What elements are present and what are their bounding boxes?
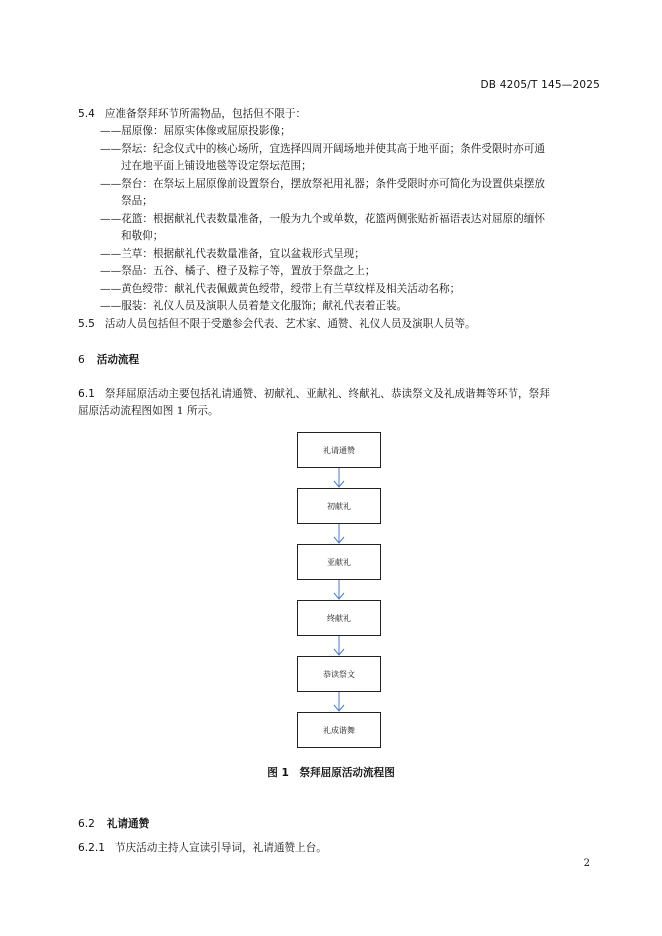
flow-step-closing-dance: 礼成谐舞 (297, 712, 381, 748)
flow-arrow-5 (334, 692, 344, 711)
flow-step-first-offering: 初献礼 (297, 488, 381, 524)
clause-5-4-intro (78, 106, 306, 123)
document-code: DB 4205/T 145—2025 (480, 79, 600, 91)
list-item-sash: ——黄色绶带：献礼代表佩戴黄色绶带，绶带上有兰草纹样及相关活动名称； (100, 283, 461, 295)
list-item-table-line2: 祭品； (121, 195, 153, 207)
figure-caption: 图 1 祭拜屈原活动流程图 (267, 767, 395, 779)
list-item-costume: ——服装：礼仪人员及演职人员着楚文化服饰；献礼代表着正装。 (100, 300, 408, 312)
clause-6-1-line1 (78, 386, 550, 403)
list-item-table-line1: ——祭台：在祭坛上屈原像前设置祭台，摆放祭祀用礼器；条件受限时亦可简化为设置供桌摆放 (100, 178, 545, 190)
page-number: 2 (583, 858, 590, 869)
clause-text: 祭拜屈原活动主要包括礼请通赞、初献礼、亚献礼、终献礼、恭读祭文及礼成谐舞等环节，祭拜 (104, 388, 550, 400)
flow-step-second-offering: 亚献礼 (297, 544, 381, 580)
clause-text: 节庆活动主持人宣读引导词，礼请通赞上台。 (114, 842, 327, 854)
flow-arrow-4 (334, 636, 344, 655)
flow-arrow-1 (334, 468, 344, 487)
heading-number: 6 (78, 354, 85, 366)
list-item-flower-basket-line2: 和敬仰； (121, 230, 164, 242)
heading-number: 6.2 (78, 818, 95, 830)
flow-arrow-3 (334, 580, 344, 599)
clause-text: 活动人员包括但不限于受邀参会代表、艺术家、通赞、礼仪人员及演职人员等。 (104, 318, 476, 330)
clause-6-2-1 (78, 840, 327, 857)
clause-5-5 (78, 316, 476, 333)
clause-number: 6.1 (78, 388, 95, 400)
list-item-altar-line1: ——祭坛：纪念仪式中的核心场所，宜选择四周开阔场地并使其高于地平面；条件受限时亦可通 (100, 143, 545, 155)
heading-title: 活动流程 (96, 354, 140, 366)
section-heading-6-2 (78, 816, 149, 831)
flow-step-invite-tongzan: 礼请通赞 (297, 432, 381, 468)
clause-number: 5.5 (78, 318, 95, 330)
list-item-altar-line2: 过在地平面上铺设地毯等设定祭坛范围； (121, 160, 312, 172)
list-item-flower-basket-line1: ——花篮：根据献礼代表数量准备，一般为九个或单数，花篮两侧张贴祈福语表达对屈原的缅怀 (100, 213, 545, 225)
clause-number: 6.2.1 (78, 842, 105, 854)
clause-6-1-line2: 屈原活动流程图如图 1 所示。 (78, 405, 219, 417)
heading-title: 礼请通赞 (106, 818, 150, 830)
clause-number: 5.4 (78, 108, 95, 120)
flow-step-read-eulogy: 恭读祭文 (297, 656, 381, 692)
list-item-orchid: ——兰草：根据献礼代表数量准备，宜以盆栽形式呈现； (100, 248, 365, 260)
clause-text: 应准备祭拜环节所需物品，包括但不限于： (104, 108, 307, 120)
list-item-offerings: ——祭品：五谷、橘子、橙子及粽子等，置放于祭盘之上； (100, 265, 376, 277)
list-item-statue: ——屈原像：屈原实体像或屈原投影像； (100, 125, 291, 137)
flow-step-final-offering: 终献礼 (297, 600, 381, 636)
section-heading-6 (78, 352, 139, 367)
flow-arrow-2 (334, 524, 344, 543)
